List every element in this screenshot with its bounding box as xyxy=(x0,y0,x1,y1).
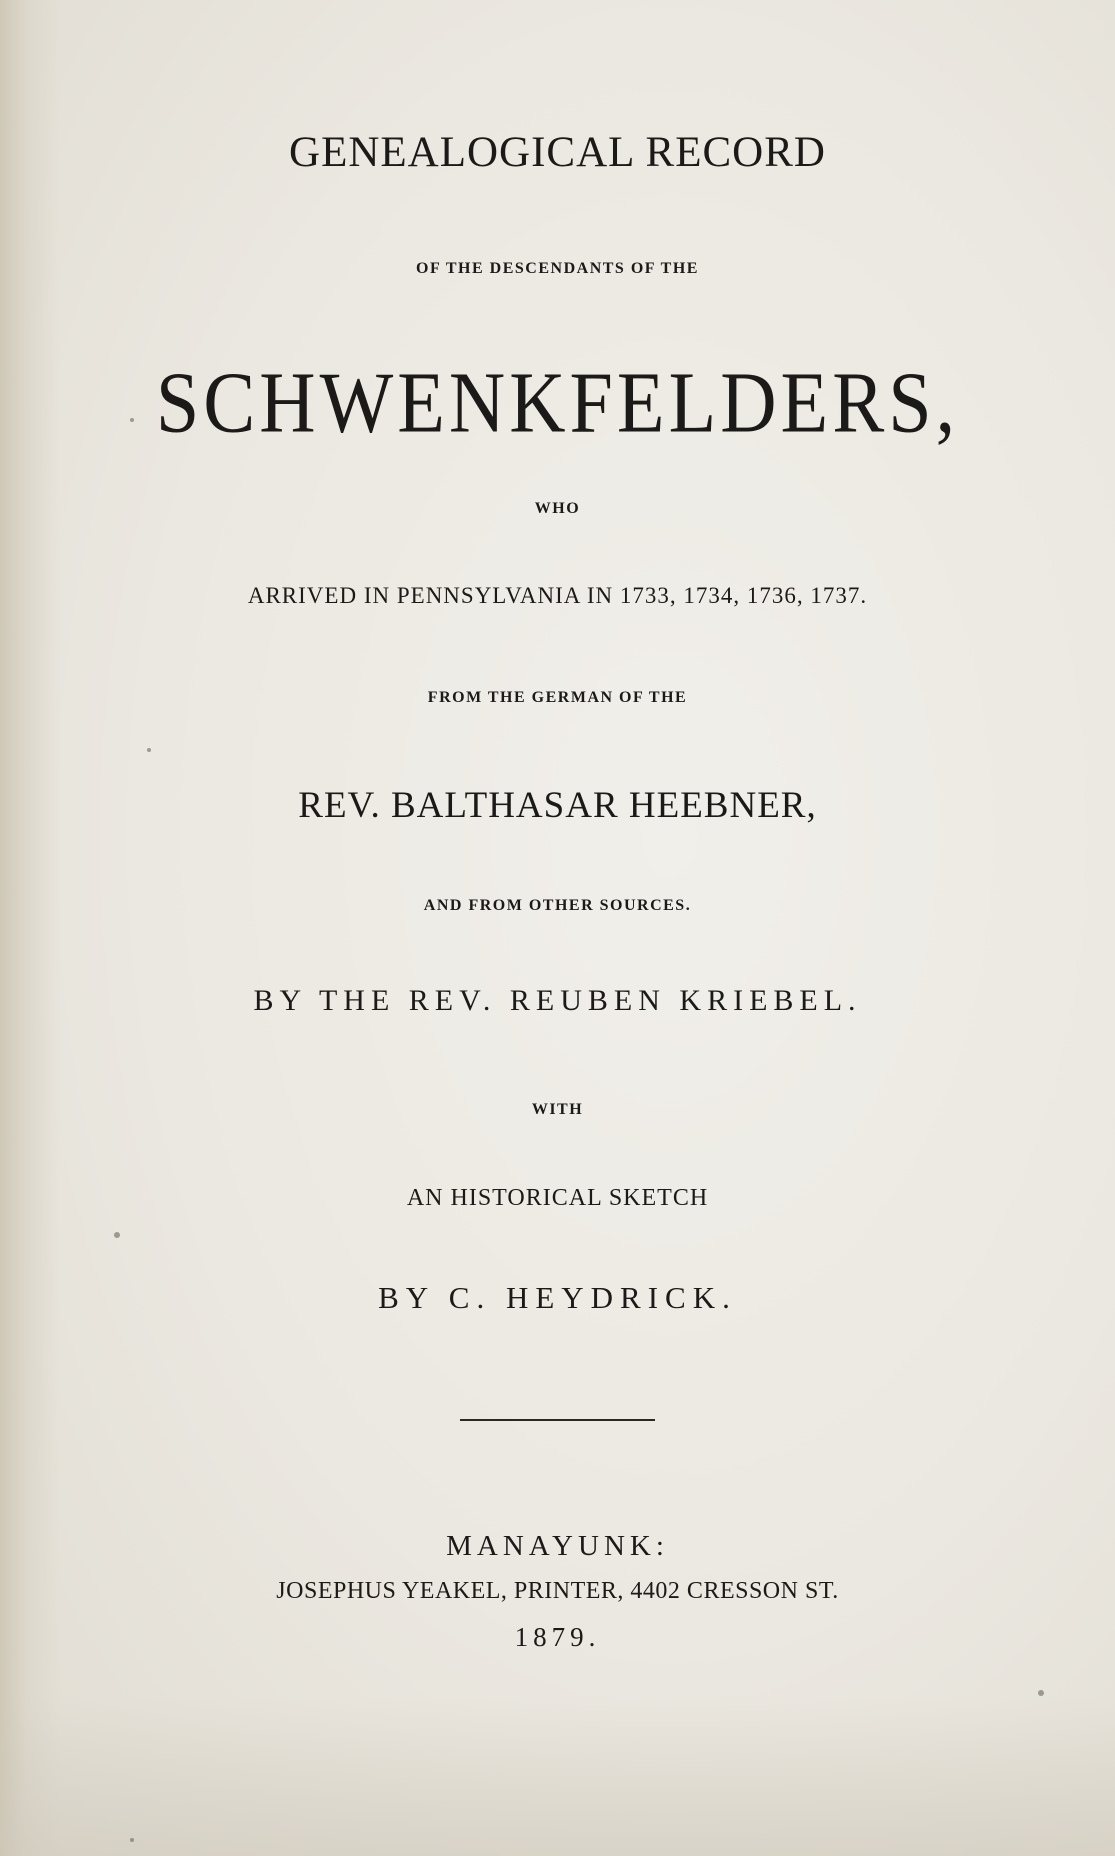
paper-speck xyxy=(130,1838,134,1842)
imprint-year: 1879. xyxy=(514,1622,601,1652)
author-heebner: REV. BALTHASAR HEEBNER, xyxy=(298,785,817,826)
paper-shading xyxy=(0,1696,1115,1856)
imprint-place: MANAYUNK: xyxy=(446,1530,669,1562)
historical-sketch-line: AN HISTORICAL SKETCH xyxy=(406,1185,709,1211)
paper-speck xyxy=(130,418,134,422)
page-title: GENEALOGICAL RECORD xyxy=(289,129,826,176)
main-heading: SCHWENKFELDERS, xyxy=(155,353,960,451)
from-german-line: FROM THE GERMAN OF THE xyxy=(427,689,688,706)
arrival-years-line: ARRIVED IN PENNSYLVANIA IN 1733, 1734, 1736, 1737. xyxy=(247,583,868,608)
imprint-printer: JOSEPHUS YEAKEL, PRINTER, 4402 CRESSON ST. xyxy=(276,1578,839,1604)
divider-rule xyxy=(460,1419,655,1421)
descendants-line: OF THE DESCENDANTS OF THE xyxy=(416,260,699,277)
who-line: WHO xyxy=(534,500,581,517)
paper-speck xyxy=(147,748,151,752)
paper-speck xyxy=(1038,1690,1044,1696)
author-heydrick: BY C. HEYDRICK. xyxy=(378,1280,737,1315)
author-kriebel: BY THE REV. REUBEN KRIEBEL. xyxy=(253,984,862,1017)
paper-speck xyxy=(114,1232,120,1238)
other-sources-line: AND FROM OTHER SOURCES. xyxy=(423,897,692,914)
with-line: WITH xyxy=(531,1101,584,1118)
